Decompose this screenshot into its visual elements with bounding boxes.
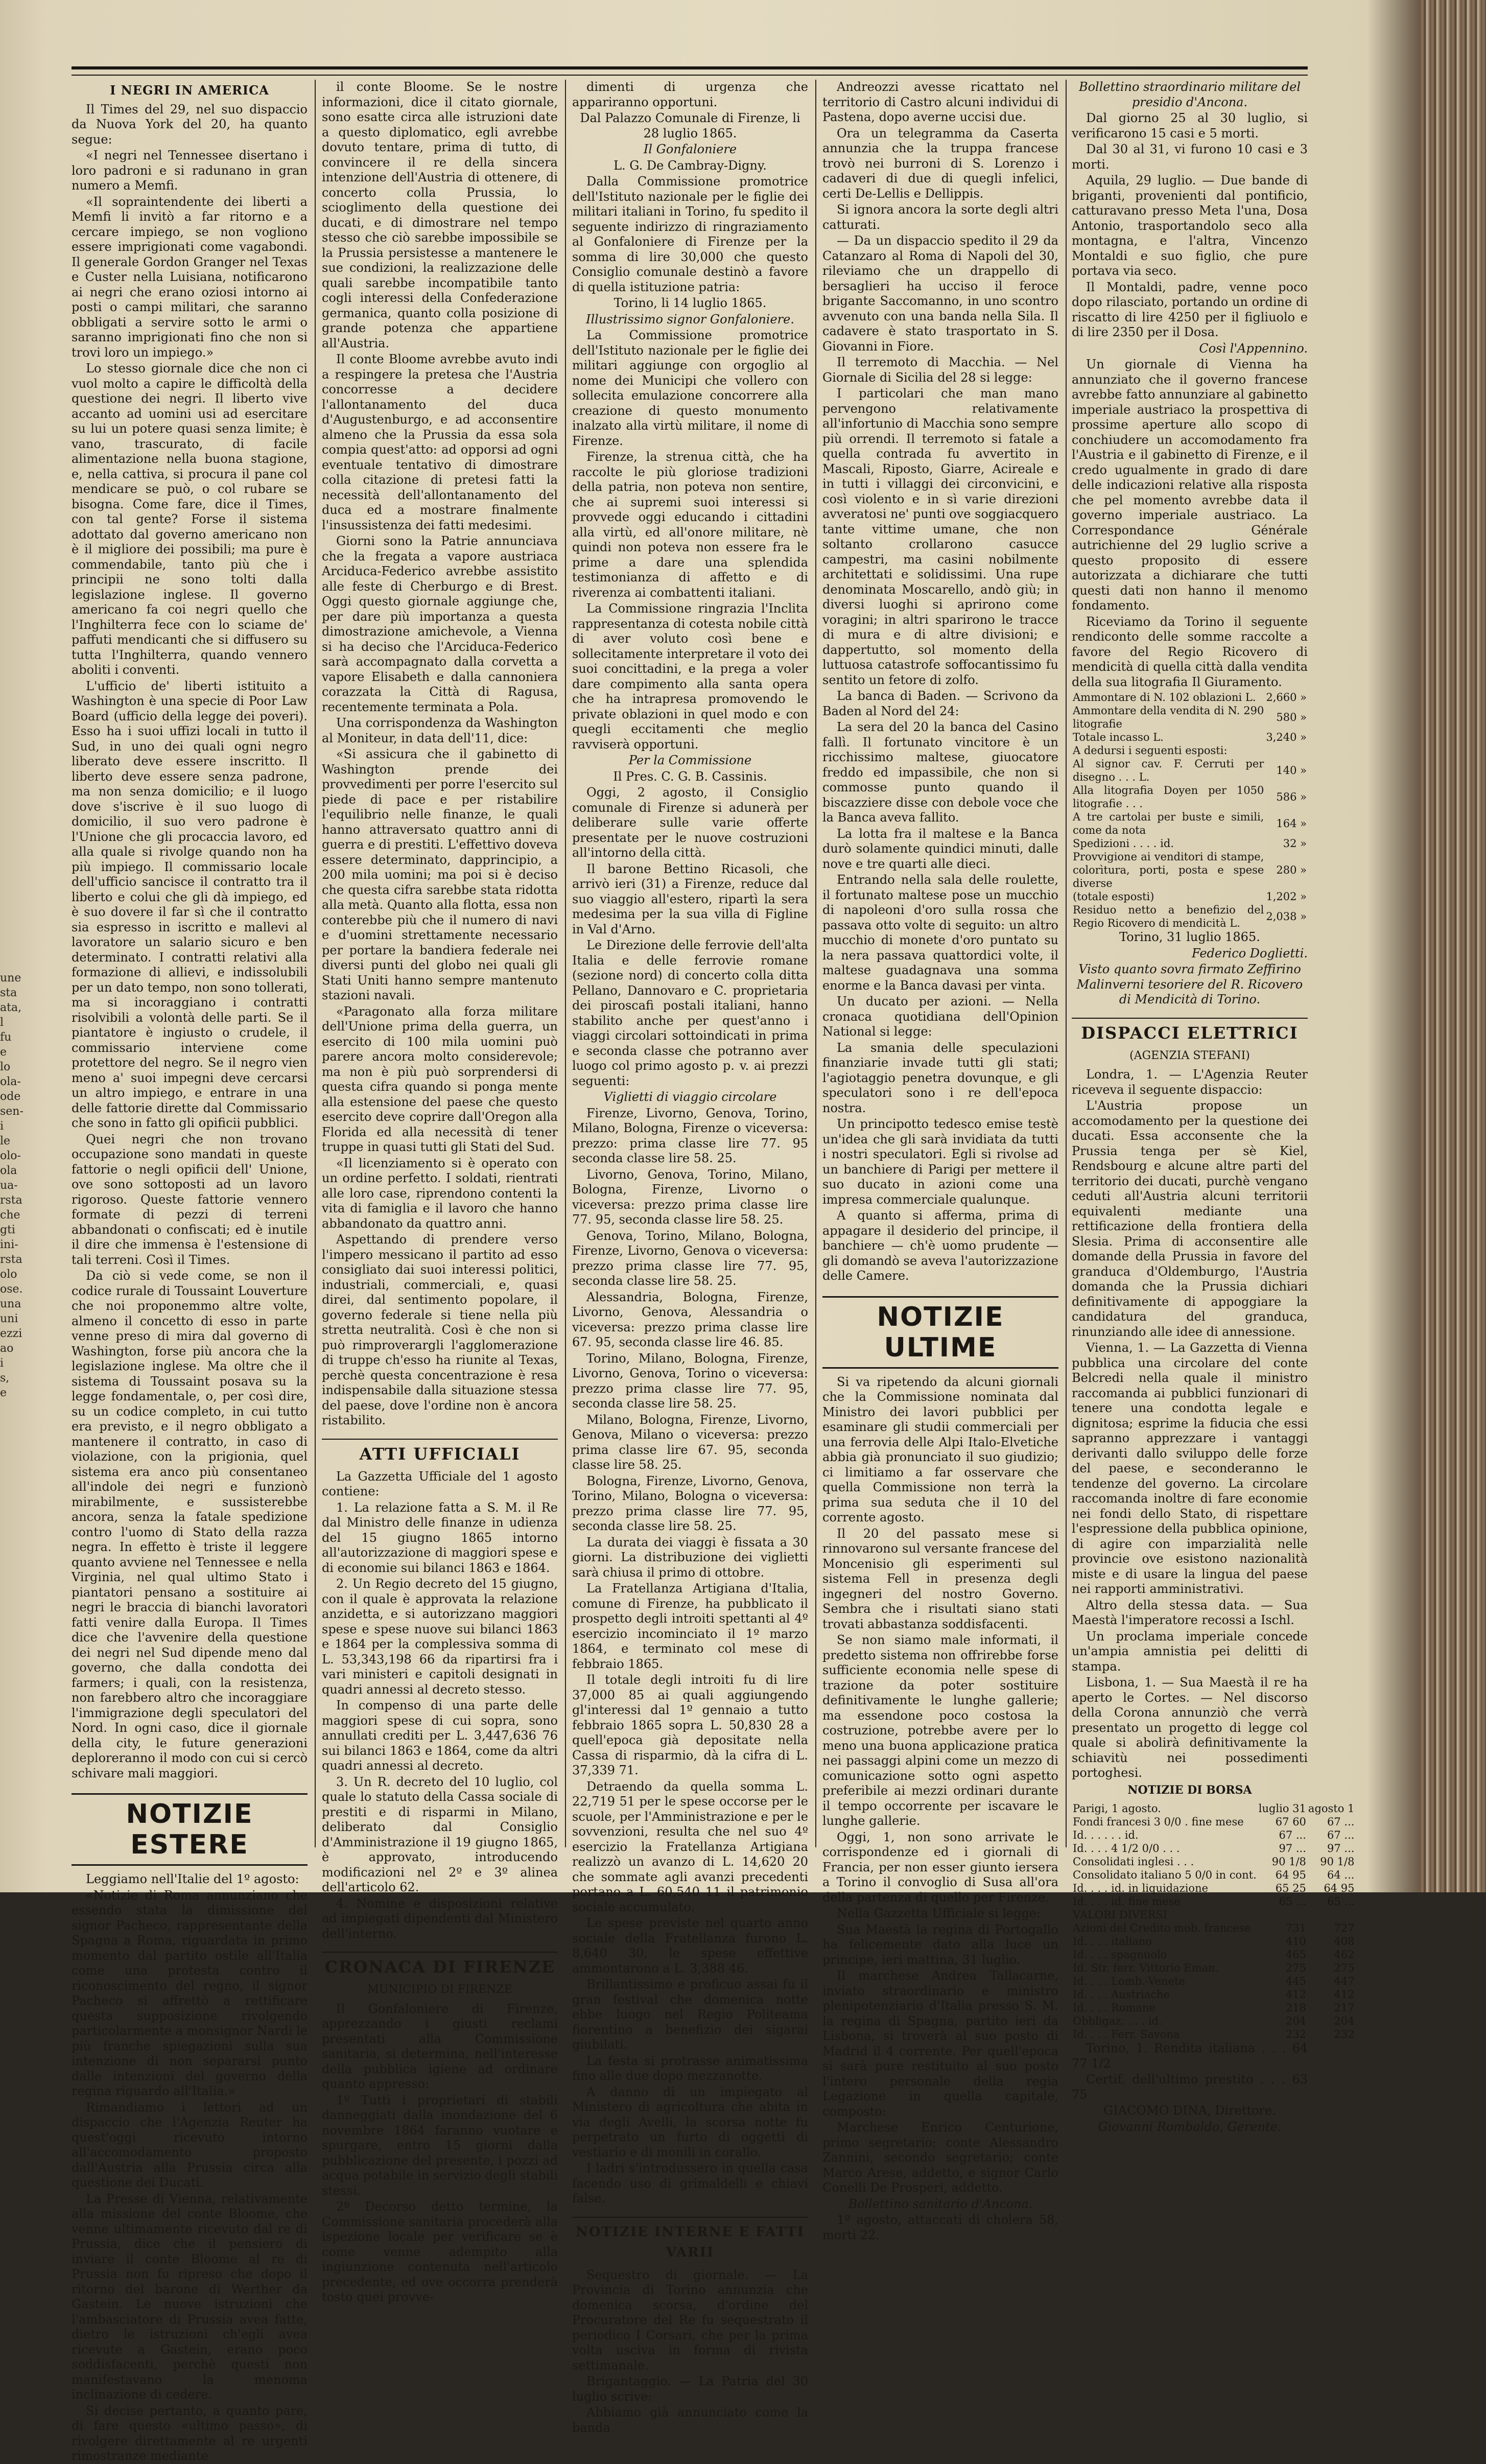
stock-cell: Id. . . . spagnuolo [1073,1949,1167,1961]
subheading-bollettino: Bollettino sanitario d'Ancona. [848,2196,1033,2211]
salutation: Illustrissimo signor Gonfaloniere. [586,312,794,326]
column-5 [1072,80,1355,2134]
paragraph: 4. Nomine e disposizioni relative ad impiegati dipendenti dal Ministero dell'interno. [322,1896,558,1941]
subheading-borsa: NOTIZIE DI BORSA [1127,1783,1252,1797]
edge-fragment: l fu [0,1016,12,1044]
accounts-row [1072,731,1308,744]
paragraph: I ladri s'introdussero in quella casa facendo uso di grimaldelli e chiavi false. [572,2161,808,2205]
stock-cell: 232 [1334,2028,1355,2040]
stock-cell: Consolidati inglesi . . . [1073,1856,1194,1868]
accounts-value: 1,202 » [1266,890,1307,903]
accounts-value: 580 » [1276,711,1307,723]
stock-row [1072,1908,1355,1921]
stock-cell: 67 ... [1327,1816,1355,1828]
edge-fragment: gti [0,1224,15,1236]
stock-table-body [1072,1815,1355,2041]
stock-row [1072,1988,1355,2001]
subheading-municipio: MUNICIPIO DI FIRENZE [367,1983,512,1996]
stock-cell: 275 [1334,1962,1355,1974]
paragraph: Lisbona, 1. — Sua Maestà il re ha aperto le Cortes. — Nel discorso della Corona annunziò che verrà presentato un progetto di legge col quale si abolirà definitivamente la schiavitù nei possedimenti portoghesi. [1072,1675,1308,1780]
stock-cell: Id. . . . Romane [1073,2002,1155,2014]
stock-cell: Id. . . . id. fine mese [1073,1895,1181,1908]
accounts-value: 280 » [1276,864,1307,876]
paragraph: L'Austria propose un accomodamento per la questione dei ducati. Essa acconsente che la Prussia tenga per sè Kiel, Rendsbourg e alcune altre parti del territorio dei ducati, purchè vengano ceduti all'Austria alcuni territorii equivalenti mediante una rettificazione della frontiera della Slesia. Prima di acconsentire alle domande della Prussia in favore del granduca d'Oldemburgo, l'Austria domanda che la Prussia dichiari definitivamente di appoggiare la candidatura del granduca, rinunziando alle idee di annessione. [1072,1098,1308,1339]
accounts-label: Totale incasso L. [1073,731,1164,743]
accounts-label: Spedizioni . . . . id. [1073,837,1174,850]
paragraph: Detraendo da quella somma L. 22,719 51 per le spese occorse per le scuole, per l'Amministrazione e per le sovvenzioni, resulta che nel suo 4º esercizio la Fratellanza Artigiana realizzò un avanzo di L. 14,620 20 che sommate agli avanzi precedenti portano a L. 60,540 11 il patrimonio sociale accumulato. [572,1779,808,1914]
column-1 [72,80,308,2463]
edge-fragment: ola [0,1164,17,1177]
edge-fragment: sta [0,987,17,999]
stock-cell: 65 ... [1279,1895,1306,1908]
manager-credit: Giovanni Rombaldo, Gerente. [1098,2119,1282,2134]
stock-row [1072,1921,1355,1935]
stock-row [1072,1828,1355,1842]
paragraph: Si ignora ancora la sorte degli altri catturati. [822,202,1058,232]
accounts-row [1072,784,1308,810]
paragraph: Da ciò si vede come, se non il codice rurale di Toussaint Louverture che noi proponemmo altre volte, almeno il concetto di esso in parte venne preso di mira dal governo di Washington, forse più ancora che la legislazione inglese. Ma oltre che il sistema di Toussaint posava su la legge fondamentale, o, per così dire, su un codice completo, in cui tutto era previsto, e il negro obbligato a mantenere il contratto, in caso di violazione, con la prigionia, quel sistema era anco più consentaneo all'indole dei negri e funzionò mirabilmente, e sussisterebbe ancora, senza la fatale spedizione contro l'uomo di Stato della razza negra. In effetto è triste il leggere quanto avviene nel Tennessee e nella Virginia, nel qual ultimo Stato i piantatori pensano a sostituire ai negri le braccia di bianchi lavoratori fatti venire dalla Europa. Il Times dice che l'avvenire della questione dei negri nel Sud dipende meno dal governo, che dalla condotta dei farmers; i quali, con la resistenza, non farebbero altro che incoraggiare l'immigrazione degli speculatori del Nord. In ogni caso, dice il giornale della city, le future generazioni deploreranno il modo con cui si cercò schivare mali maggiori. [72,1269,308,1780]
paragraph: La smania delle speculazioni finanziarie invade tutti gli stati; l'agiotaggio penetra dovunque, e gli speculatori sono i re dell'epoca nostra. [822,1040,1058,1115]
paragraph: Si decise pertanto, a quanto pare, di fare questo «ultimo passo», di rivolgere direttamente al re urgenti rimostranze mediante [72,2403,308,2463]
book-binding-edge [1420,0,1486,1892]
subheading-viglietti: Viglietti di viaggio circolare [603,1090,777,1104]
stock-cell: Azioni del Credito mob. francese [1073,1922,1251,1934]
stock-cell: Id. . . . 4 1/2 0/0 . . . [1073,1842,1180,1855]
stock-cell [1307,1908,1356,1921]
stock-cell: Id. . . . id. in liquidazione [1073,1882,1209,1894]
left-edge-fragments [0,971,23,1737]
stock-cell: 97 ... [1327,1842,1355,1855]
stock-row [1072,1868,1355,1882]
stock-cell: 731 [1285,1922,1306,1934]
stock-cell: 204 [1334,2015,1355,2027]
paragraph: Il terremoto di Macchia. — Nel Giornale di Sicilia del 28 si legge: [822,355,1058,385]
stock-cell: Id. . . . Austriache [1073,1988,1170,2001]
paragraph: Lo stesso giornale dice che non ci vuol molto a capire le difficoltà della questione dei negri. Il liberto vive accanto ad uomini usi ad esercitare su lui un potere quasi senza limite; è vano, trascurato, di facile alimentazione nella buona stagione, e, nella cattiva, si procura il pane col mendicare se può, o col rubare se bisogna. Come fare, dice il Times, con tal gente? Forse il sistema adottato dal governo americano non è il migliore dei possibili; ma pure è commendabile, tanto più che i principii ne sono tolti dalla legislazione inglese. Il governo americano fa coi negri quello che l'Inghilterra fece con lo sciame de' paffuti mendicanti che si diffusero su tutta l'Inghilterra, quando vennero aboliti i conventi. [72,361,308,677]
paragraph: Se non siamo male informati, il predetto sistema non offrirebbe forse sufficiente economia nelle spese di trazione da poter sostituire definitivamente le lunghe gallerie; ma essendone poco costosa la costruzione, potrebbe avere per lo meno una buona applicazione pratica nei passaggi alpini come un mezzo di comunicazione sotto ogni aspetto preferibile ai mezzi ordinari durante il tempo occorrente per iscavare le lunghe gallerie. [822,1633,1058,1828]
stock-cell: 65 25 [1275,1882,1306,1894]
paragraph: Oggi, 1, non sono arrivate le corrispondenze ed i giornali di Francia, per non esser giunto iersera a Torino il convoglio di Susa all'ora della partenza di quello per Firenze. [822,1829,1058,1905]
edge-fragment: rsta [0,1253,22,1266]
paragraph: Altro della stessa data. — Sua Maestà l'imperatore recossi a Ischl. [1072,1598,1308,1627]
paragraph: Dalla Commissione promotrice dell'Istituto nazionale per le figlie dei militari italiani in Torino, fu spedito il seguente indirizzo di ringraziamento al Gonfaloniere di Firenze per la somma di lire 30,000 che questo Consiglio comunale destinò a favore di quella istituzione patria: [572,174,808,294]
accounts-label: Ammontare della vendita di N. 290 litografie [1073,705,1264,730]
stock-row [1072,1882,1355,1895]
stock-cell: 218 [1285,2002,1306,2014]
accounts-row [1072,903,1308,930]
stock-cell: 90 1/8 [1271,1856,1306,1868]
stock-row [1072,1895,1355,1908]
column-4 [822,80,1058,2242]
accounts-row [1072,757,1308,784]
accounts-row [1072,704,1308,731]
paragraph: Il Times del 29, nel suo dispaccio da Nuova York del 20, ha quanto segue: [72,102,308,147]
paragraph: Genova, Torino, Milano, Bologna, Firenze, Livorno, Genova o viceversa: prezzo prima classe lire 77. 95, seconda classe lire 58. 25. [572,1228,808,1288]
edge-fragment: une [0,972,21,984]
accounts-row [1072,850,1308,890]
paragraph: L'ufficio de' liberti istituito a Washington è una specie di Poor Law Board (ufficio della legge dei poveri). Esso ha i suoi uffizi locali in tutto il Sud, in uno dei quali ogni negro liberato deve essere inscritto. Il liberto deve essere senza padrone, ma non senza domicilio; e il luogo dove s'iscrive è il suo luogo di domicilio, il suo vero padrone è l'Unione che gli procaccia lavoro, ed alla quale si rivolge quando non ha più impiego. Il commissario locale dell'ufficio sancisce il contratto tra il liberto e colui che gli dà impiego, ed è suo dovere il far sì che il contratto sia espresso in iscritto e mallevi al lavoratore un salario sicuro e ben determinato. I contratti relativi alla formazione di allievi, e indissolubili per un dato tempo, non sono tollerati, ma si incoraggiano i contratti risolvibili a volontà delle parti. Se il piantatore è ingiusto o crudele, il commissario interviene come protettore del negro. Se il negro vien meno a' suoi impegni deve cercarsi un altro impiego, e entrare in una delle fattorie dirette dal Commissario che sono in fatto gli opificii pubblici. [72,678,308,1130]
paragraph: 2º Decorso detto termine, la Commissione sanitaria procederà alla ispezione locale per verificare se è come venne adempito alla ingiunzione contenuta nell'articolo precedente, ed ove occorra prenderà tosto quei provve- [322,2199,558,2304]
paragraph: Ora un telegramma da Caserta annunzia che la truppa francese trovò nei burroni di S. Lorenzo i cadaveri di due di quegli infelici, certi De-Lellis e Dellippis. [822,126,1058,201]
accounts-row [1072,691,1308,704]
paragraph: Alessandria, Bologna, Firenze, Livorno, Genova, Alessandria o viceversa: prezzo prima classe lire 67. 95, seconda classe lire 46. 85. [572,1289,808,1349]
signature-name: Il Pres. C. G. B. Cassinis. [613,769,767,784]
paragraph: Andreozzi avesse ricattato nel territorio di Castro alcuni individui di Pastena, dopo averne uccisi due. [822,80,1058,124]
paragraph: Firenze, Livorno, Genova, Torino, Milano, Bologna, Firenze o viceversa: prezzo: prima classe lire 77. 95 seconda classe lire 58. 25. [572,1106,808,1165]
paragraph: Marchese Enrico Centurione, primo segretario; conte Alessandro Zannini, secondo segretario; conte Marco Arese, addetto, e signor Carlo Conelli De Prosperi, addetto. [822,2120,1058,2195]
accounts-row [1072,890,1308,903]
paragraph: Vienna, 1. — La Gazzetta di Vienna pubblica una circolare del conte Belcredi nella quale il ministro raccomanda ai pubblici funzionari di tenere una condotta legale e dignitosa; esprime la fiducia che essi sapranno apprezzare i vantaggi derivanti dallo sviluppo delle forze del paese, e seconderanno le tendenze del governo. La circolare raccomanda inoltre di fare economie nei fondi dello Stato, di rispettare l'espressione della pubblica opinione, di agire con imparzialità nelle provincie ove esistono nazionalità miste e di usare la lingua del paese nei rapporti amministrativi. [1072,1341,1308,1596]
stock-cell: 465 [1285,1949,1306,1961]
stock-cell: VALORI DIVERSI [1073,1909,1167,1921]
accounts-table-body [1072,691,1308,930]
stock-row [1072,1855,1355,1868]
column-divider [315,80,316,1847]
paragraph: Aquila, 29 luglio. — Due bande di briganti, provenienti dal pontificio, catturavano presso Meta l'una, Dosa Antonio, trasportandolo seco alla montagna, e l'altra, Vincenzo Montaldi e suo figlio, che pure portava via seco. [1072,173,1308,278]
stock-row [1072,1815,1355,1828]
accounts-value: 586 » [1276,791,1307,803]
accounts-label: Al signor cav. F. Cerruti per disegno . . . L. [1073,758,1264,783]
paragraph: il conte Bloome. Se le nostre informazioni, dice il citato giornale, sono esatte circa alle istruzioni date a questo diplomatico, egli avrebbe dovuto tentare, prima di tutto, di convincere il re della sincera intenzione dell'Austria di ottenere, di concerto colla Prussia, lo scioglimento della questione dei ducati, e di dimostrare nel tempo stesso che ciò sarebbe impossibile se la Prussia persistesse a mantenere le sue condizioni, la realizzazione delle quali sarebbe incompatibile tanto cogli interessi della Confederazione germanica, quanto colla posizione di grande potenza che appartiene all'Austria. [322,80,558,350]
stock-cell: Id. . . . Ferr. Savona [1073,2028,1180,2040]
stock-cell: Id. . . . Lomb.-Venete [1073,1975,1185,1987]
stock-row [1072,1961,1355,1975]
stock-row [1072,1948,1355,1961]
accounts-value: 140 » [1276,764,1307,777]
paragraph: «Il licenziamento si è operato con un ordine perfetto. I soldati, rientrati alle loro case, riprendono contenti la vita di famiglia e il lavoro che hanno abbandonato da quattro anni. [322,1156,558,1231]
stock-header-cell: luglio 31 [1258,1802,1306,1815]
edge-fragment: che [0,1209,20,1222]
accounts-value: 2,038 » [1266,910,1307,923]
stock-cell [1258,1908,1307,1921]
paragraph: «Notizie di Roma annunziano che essendo stata la dimissione del signor Pacheco, rappresentante della Spagna a Roma, riguardata in primo momento dal partito ostile all'Italia come una protesta contro il riconoscimento del regno, il signor Pacheco si affrettò a rettificare questa supposizione rivolgendo particolarmente a monsignor Nardi le più franche spiegazioni sulla sua intenzione di non separarsi punto dalle intenzioni del governo della regina riguardo all'Italia.» [72,1888,308,2098]
paragraph: Il conte Bloome avrebbe avuto indi a respingere la pretesa che l'Austria concorresse a decidere l'allontanamento del duca d'Augustenburgo, e ad acconsentire almeno che la Prussia da essa sola compia quest'atto: ad opporsi ad ogni eventuale tentativo di dimostrare colla citazione di pretesi fatti la necessità dell'allontanamento del duca ed a mostrare finalmente l'insussistenza dei fatti medesimi. [322,352,558,532]
paragraph: 3. Un R. decreto del 10 luglio, col quale lo statuto della Cassa sociale di prestiti e di risparmi in Milano, deliberato dal Consiglio d'Amministrazione il 19 giugno 1865, è approvato, introducendo modificazioni nel 2º e 3º alinea dell'articolo 62. [322,1774,558,1894]
paragraph: Londra, 1. — L'Agenzia Reuter riceveva il seguente dispaccio: [1072,1067,1308,1097]
column-divider [565,80,566,1847]
section-heading-notizie-ultime: NOTIZIE ULTIME [822,1296,1058,1369]
edge-fragment: s, e [0,1372,10,1399]
column-divider [1066,80,1067,1847]
section-heading-dispacci: DISPACCI ELETTRICI [1072,1018,1308,1043]
paragraph: Dal giorno 25 al 30 luglio, si verificarono 15 casi e 5 morti. [1072,111,1308,140]
stock-cell: Consolidato italiano 5 0/0 in cont. [1073,1869,1257,1881]
paragraph: Torino, Milano, Bologna, Firenze, Livorno, Genova, Torino o viceversa: prezzo prima classe lire 77. 95, seconda classe lire 58. 25. [572,1351,808,1411]
stock-cell: Obbligaz. . . . id. [1073,2015,1162,2027]
paragraph: Rimandiamo i lettori ad un dispaccio che l'Agenzia Reuter ha quest'oggi ricevuto intorno all'accomodamento proposto dall'Austria alla Prussia circa alla questione dei Ducati. [72,2100,308,2190]
paragraph: Un ducato per azioni. — Nella cronaca quotidiana dell'Opinion National si legge: [822,994,1058,1039]
stock-cell: 408 [1334,1935,1355,1947]
stock-cell: 204 [1285,2015,1306,2027]
stock-cell: Id. Str. ferr. Vittorio Eman. [1073,1962,1219,1974]
signature-title: Per la Commissione [628,753,752,767]
edge-fragment: olo- [0,1149,21,1162]
signature-name: L. G. De Cambray-Digny. [614,158,767,173]
stock-cell: Id. . . . . . id. [1073,1829,1139,1841]
stock-header-cell: Parigi, 1 agosto. [1073,1802,1161,1815]
paragraph: «Il sopraintendente dei liberti a Memfi li invitò a far ritorno e a cercare impiego, se non vogliono essere imprigionati come vagabondi. Il generale Gordon Granger nel Texas e Custer nella Luisiana, notificarono ai negri che erano oziosi intorno ai posti o campi militari, che saranno obbligati a servire sotto le armi o saranno imprigionati fino che non si trovi loro un impiego.» [72,194,308,360]
edge-fragment: olo [0,1268,17,1281]
section-heading-notizie-interne: NOTIZIE INTERNE E FATTI VARII [572,2217,808,2263]
edge-fragment: ua- [0,1179,18,1192]
accounts-label: Alla litografia Doyen per 1050 litografie . . . [1073,784,1264,810]
paragraph: Bologna, Firenze, Livorno, Genova, Torino, Milano, Bologna o viceversa: prezzo prima classe lire 77. 95, seconda classe lire 58. 25. [572,1473,808,1533]
paragraph: La durata dei viaggi è fissata a 30 giorni. La distribuzione dei viglietti sarà chiusa il primo di ottobre. [572,1535,808,1580]
stock-cell: 462 [1334,1949,1355,1961]
stock-cell: 90 1/8 [1320,1856,1355,1868]
paragraph: Firenze, la strenua città, che ha raccolte le più gloriose tradizioni della patria, non poteva non sentire, che ai supremi suoi interessi si provvede oggi educando i cittadini alla virtù, ed all'onore militare, nè quindi non poteva non essere fra le prime a dare una splendida testimonianza di affetto e di riverenza ai combattenti italiani. [572,450,808,600]
edge-fragment: una [0,1298,21,1310]
dateline: Torino, 31 luglio 1865. [1119,930,1260,944]
stock-cell: Id. . . . italiano [1073,1935,1152,1947]
paragraph: Il marchese Andrea Tallacarne, inviato straordinario e ministro plenipotenziario d'Italia presso S. M. la regina di Spagna, partito ieri da Lisbona, si troverà al suo posto di Madrid il 4 corrente. Per quell'epoca si sarà pure restituito al suo posto l'intero personale della regia Legazione in quella capitale, composto: [822,1968,1058,2119]
paragraph: Visto quanto sovra firmato Zeffirino Malinverni tesoriere del R. Ricovero di Mendicità di Torino. [1076,962,1303,1006]
edge-fragment: ode [0,1090,21,1103]
edge-fragment: rsta [0,1194,22,1207]
edge-fragment: ata, [0,1001,22,1014]
paragraph: 1º agosto, attaccati di cholera 58, morti 22. [822,2213,1058,2242]
accounts-value: 2,660 » [1266,691,1307,703]
subheading-agenzia: (AGENZIA STEFANI) [1129,1049,1250,1062]
stock-cell: Fondi francesi 3 0/0 . fine mese [1073,1816,1244,1828]
paragraph: A quanto si afferma, prima di appagare il desiderio del principe, il banchiere — ch'è uomo prudente — gli domandò se aveva l'autorizzazione delle Camere. [822,1208,1058,1283]
editor-credit: GIACOMO DINA, Direttore. [1103,2103,1276,2118]
paragraph: La banca di Baden. — Scrivono da Baden al Nord del 24: [822,689,1058,718]
paragraph: La Fratellanza Artigiana d'Italia, comune di Firenze, ha pubblicato il prospetto degli introiti spettanti al 4º esercizio incominciato il 1º marzo 1864, e terminato col mese di febbraio 1865. [572,1581,808,1671]
column-3 [572,80,808,2435]
paragraph: Brillantissimo e proficuo assai fu il gran festival che domenica notte ebbe luogo nel Regio Politeama fiorentino a benefizio dei sigarai giubilati. [572,1977,808,2052]
paragraph: «I negri nel Tennessee disertano i loro padroni e si radunano in gran numero a Memfi. [72,148,308,193]
accounts-label: Ammontare di N. 102 oblazioni L. [1073,691,1256,703]
edge-fragment: sen- [0,1105,23,1118]
stock-cell: 727 [1334,1922,1355,1934]
accounts-table [1072,691,1308,930]
stock-cell: 67 60 [1275,1816,1306,1828]
accounts-value [1265,744,1308,757]
accounts-row [1072,837,1308,850]
stock-row [1072,1975,1355,1988]
stock-cell: 64 95 [1324,1882,1355,1894]
subheading-bollettino-militare: Bollettino straordinario militare del presidio d'Ancona. [1078,80,1301,109]
accounts-label: (totale esposti) [1073,890,1154,903]
paragraph: Brigantaggio. — La Patria del 30 luglio scrive: [572,2374,808,2404]
stock-row [1072,1935,1355,1948]
paragraph: Torino, 1. Rendita italiana . . . 64 77 1/2 [1072,2041,1308,2071]
accounts-label: A tre cartolai per buste e simili, come da nota [1073,811,1264,836]
paragraph: Leggiamo nell'Italie del 1º agosto: [86,1872,299,1886]
paragraph: 2. Un Regio decreto del 15 giugno, con il quale è approvata la relazione anzidetta, e si autorizzano maggiori spese e spese nuove sui bilanci 1863 e 1864 per la complessiva somma di L. 53,343,198 66 da ripartirsi fra i vari ministeri e capitoli designati in quadri annessi al decreto stesso. [322,1577,558,1697]
stock-cell: 275 [1285,1962,1306,1974]
edge-fragment: e lo [0,1046,11,1073]
edge-fragment-list [0,971,23,1400]
stock-header-cell: agosto 1 [1308,1802,1355,1815]
accounts-row [1072,744,1308,757]
paragraph: La Commissione promotrice dell'Istituto nazionale per le figlie dei militari aggiunge con orgoglio al nome dei Municipi che vollero con sollecita emulazione concorrere alla creazione di questo monumento inalzato alla virtù militare, il nome di Firenze. [572,328,808,448]
stock-cell: 410 [1285,1935,1306,1947]
accounts-label: Residuo netto a benefizio del Regio Ricovero di mendicità L. [1073,904,1264,929]
edge-fragment: i le [0,1120,11,1147]
stock-row [1072,1842,1355,1855]
paragraph: Le spese previste nel quarto anno sociale della Fratellanza furono L. 8,640 30, le spese effettive ammontarono a L. 3,388 46. [572,1916,808,1976]
edge-fragment: ose. [0,1283,23,1296]
paragraph: Aspettando di prendere verso l'impero messicano il partito ad esso consigliato dai suoi interessi politici, industriali, commerciali, e, quasi direi, dal sentimento popolare, il governo federale si tiene nella più stretta neutralità. Così è che non si può rimproverargli l'agglomerazione di truppe ch'esso ha riunite al Texas, perchè questa concentrazione è resa indispensabile dalla situazione stessa del paese, dove l'ordine non è ancora ristabilito. [322,1232,558,1427]
paragraph: «Si assicura che il gabinetto di Washington prende dei provvedimenti per porre l'esercito sul piede di pace e per ristabilire l'equilibrio nelle finanze, le quali hanno attraversato quattro anni di guerra e di prestiti. L'effettivo doveva essere determinato, dapprincipio, a 200 mila uomini; ma poi si è deciso che questa cifra sarebbe stata ridotta alla metà. Quanto alla flotta, essa non conterebbe più che il numero di navi e d'uomini strettamente necessario per portare la bandiera federale nei diversi punti del globo nei quali gli Stati Uniti hanno sempre mantenuto stazioni navali. [322,747,558,1002]
section-heading-cronaca: CRONACA DI FIRENZE [322,1952,558,1977]
paragraph: Nella Gazzetta Ufficiale si legge: [837,1906,1041,1920]
stock-cell: 232 [1285,2028,1306,2040]
accounts-label: Provvigione ai venditori di stampe, colorìtura, porti, posta e spese diverse [1073,851,1264,889]
stock-cell: 412 [1285,1988,1306,2001]
edge-fragment: uni [0,1312,18,1325]
paragraph: Le Direzione delle ferrovie dell'alta Italia e delle ferrovie romane (sezione nord) di concerto colla ditta Pellano, Dannovaro e C. proprietaria dei piroscafi postali italiani, hanno stabilito anche per quest'anno i viaggi circolari sottoindicati in prima e seconda classe che potranno aver luogo col primo agosto p. v. ai prezzi seguenti: [572,938,808,1088]
edge-fragment: ini- [0,1238,18,1251]
stock-cell: 217 [1334,2002,1355,2014]
paragraph: Si va ripetendo da alcuni giornali che la Commissione nominata dal Ministro dei lavori pubblici per esaminare gli studii commerciali per una ferrovia delle Alpi Italo-Elvetiche abbia già pronunciato il suo giudizio; ci limitiamo a far osservare che quella Commissione non terrà la prima sua seduta che il 10 del corrente agosto. [822,1374,1058,1524]
paragraph: Entrando nella sala delle roulette, il fortunato maltese pose un mucchio di napoleoni d'oro sulla rossa che passava otto volte di seguito: un altro mucchio di monete d'oro puntato su la nera passava quattordici volte, il maltese guadagnava una somma enorme e la Banca davasi per vinta. [822,873,1058,993]
source-credit: Così l'Appennino. [1199,341,1308,356]
paragraph: 1. La relazione fatta a S. M. il Re dal Ministro delle finanze in udienza del 15 giugno 1865 intorno all'autorizzazione di maggiori spese e di economie sui bilanci 1863 e 1864. [322,1500,558,1575]
paragraph: Il 20 del passato mese si rinnovarono sul versante francese del Moncenisio gli esperimenti sul sistema Fell in presenza degli ingegneri del nostro Governo. Sembra che i risultati siano stati trovati abbastanza soddisfacenti. [822,1526,1058,1631]
accounts-value: 3,240 » [1266,731,1307,743]
paragraph: Livorno, Genova, Torino, Milano, Bologna, Firenze, Livorno o viceversa: prezzo prima classe lire 77. 95, seconda classe lire 58. 25. [572,1167,808,1227]
dateline: Torino, li 14 luglio 1865. [614,296,767,310]
paragraph: «Paragonato alla forza militare dell'Unione prima della guerra, un esercito di 100 mila uomini può parere ancora molto considerevole; ma non è più può sorprendersi di questa cifra quando si ponga mente alla estensione del paese che questo esercito deve coprire dall'Oregon alla Florida ed alla necessità di tener truppe in quasi tutti gli Stati del Sud. [322,1004,558,1154]
edge-fragment: ezzi [0,1327,22,1340]
paragraph: Certif. dell'ultimo prestito . . . 63 75 [1072,2072,1308,2102]
paragraph: Riceviamo da Torino il seguente rendiconto delle somme raccolte a favore del Regio Ricovero di mendicità di quella città dalla vendita della sua litografia Il Giuramento. [1072,614,1308,689]
stock-cell: 67 ... [1327,1829,1355,1841]
paragraph: Un principotto tedesco emise testè un'idea che gli sarà invidiata da tutti i nostri speculatori. Egli si rivolse ad un banchiere di Parigi per mettere il suo ducato in azioni come una impresa commerciale qualunque. [822,1117,1058,1207]
stock-row [1072,2001,1355,2014]
paragraph: Giorni sono la Patrie annunciava che la fregata a vapore austriaca Arciduca-Federico avrebbe assistito alle feste di Cherburgo e di Brest. Oggi questo giornale aggiunge che, per dare più importanza a questa dimostrazione amichevole, a Vienna si ha deciso che l'Arciduca-Federico sarà accompagnato dalla corvetta a vapore Elisabeth e dalla cannoniera corazzata la Città di Ragusa, recentemente terminata a Pola. [322,534,558,714]
paragraph: Sua Maestà la regina di Portogallo ha felicemente dato alla luce un principe, ieri mattina, 31 luglio. [822,1922,1058,1967]
newspaper-page [72,66,1355,2463]
article-headline: I NEGRI IN AMERICA [110,83,269,98]
paragraph: A danno di un impiegato al Ministero di agricoltura che abita in via degli Avelli, la scorsa notte fu perpetrato un furto di oggetti di vestiario e di monili in corallo. [572,2084,808,2160]
column-divider [815,80,816,1847]
edge-fragment: ola- [0,1075,21,1088]
stock-table [1072,1802,1355,2041]
paragraph: La sera del 20 la banca del Casino fallì. Il fortunato vincitore è un ricchissimo maltese, giuocatore freddo ed impassibile, che non si commosse punto quando il biscazziere disse con debole voce che la Banca aveva fallito. [822,720,1058,825]
paragraph: Una corrispondenza da Washington al Moniteur, in data dell'11, dice: [322,716,558,745]
column-2 [322,80,558,2304]
stock-cell: 412 [1334,1988,1355,2001]
paragraph: Il Montaldi, padre, venne poco dopo rilasciato, portando un ordine di riscatto di lire 4250 per il figliuolo e di lire 2350 per il Dosa. [1072,279,1308,339]
paragraph: Un proclama imperiale concede un'ampia amnistia pei delitti di stampa. [1072,1629,1308,1674]
stock-table-header [1072,1802,1355,1815]
paragraph: La festa si protrasse animatissima fino alle due dopo mezzanotte. [572,2053,808,2083]
paragraph: Un giornale di Vienna ha annunziato che il governo francese avrebbe fatto annunziare al gabinetto imperiale austriaco la prospettiva di prossime aperture allo scopo di conchiudere un accomodamento fra l'Austria e il gabinetto di Firenze, e il credo ugualmente in grado di dare delle indicazioni relative alla risposta che pel momento avrebbe data il governo imperiale austriaco. La Correspondance Générale autrichienne del 29 luglio scrive a questo proposito di essere autorizzata a dichiarare che tutti questi dati non hanno il menomo fondamento. [1072,357,1308,613]
paragraph: 1º Tutti i proprietari di stabili danneggiati dalla inondazione del 6 novembre 1864 faranno vuotare e spurgare, entro 15 giorni dalla pubblicazione del presente, i pozzi ad acqua potabile in servizio degli stabili stessi. [322,2093,558,2198]
paragraph: Quei negri che non trovano occupazione sono mandati in queste fattorie o negli opificii dell' Unione, ove sono sottoposti ad un lavoro rigoroso. Queste fattorie vennero formate di pezzi di terreni abbandonati o confiscati; ed è inutile il dire che immensa è l'estensione di tali terreni. Così il Times. [72,1132,308,1267]
paragraph: Il Gonfaloniere di Firenze, apprezzando i giusti reclami presentati alla Commissione sanitaria, si determina, nell'interesse della pubblica igiene ad ordinare quanto appresso: [322,2001,558,2091]
stock-row [1072,2014,1355,2028]
paragraph: Oggi, 2 agosto, il Consiglio comunale di Firenze si adunerà per deliberare sulle varie offerte presentate per le nuove costruzioni all'intorno della città. [572,785,808,860]
top-rule [72,66,1308,76]
stock-cell: 65 ... [1327,1895,1355,1908]
stock-cell: 445 [1285,1975,1306,1987]
signature-title: Il Gonfaloniere [643,142,737,156]
accounts-row [1072,810,1308,837]
paragraph: Il barone Bettino Ricasoli, che arrivò ieri (31) a Firenze, reduce dal suo viaggio all'estero, ripartì la sera medesima per la sua villa di Figline in Val d'Arno. [572,861,808,936]
paragraph: Sequestro di giornale. — La Provincia di Torino annunzia che domenica scorsa, d'ordine del Procuratore del Re fu sequestrato il periodico I Corsari, che per la prima volta usciva in forma di rivista settimanale. [572,2267,808,2373]
stock-cell: 67 ... [1279,1829,1306,1841]
paragraph: Dal 30 al 31, vi furono 10 casi e 3 morti. [1072,142,1308,172]
paragraph: Milano, Bologna, Firenze, Livorno, Genova, Milano o viceversa: prezzo prima classe lire 67. 95, seconda classe lire 58. 25. [572,1412,808,1472]
dateline: Dal Palazzo Comunale di Firenze, li 28 luglio 1865. [580,111,800,140]
stock-row [1072,2028,1355,2041]
accounts-value: 164 » [1276,817,1307,830]
paragraph: La Commissione ringrazia l'Inclita rappresentanza di cotesta nobile città di aver voluto così bene e sollecitamente interpretare il voto dei suoi concittadini, e la prega a voler dare compimento alla santa opera che ha intrapresa promovendo le private oblazioni in quel modo e con quegli eccitamenti che meglio ravviserà opportuni. [572,601,808,752]
stock-cell: 447 [1334,1975,1355,1987]
stock-cell: 64 95 [1275,1869,1306,1881]
paragraph: La Gazzetta Ufficiale del 1 agosto contiene: [322,1469,558,1498]
edge-fragment: ao i [0,1342,14,1370]
paragraph: — Da un dispaccio spedito il 29 da Catanzaro al Roma di Napoli del 30, rileviamo che un drappello di bersaglieri ha ucciso il feroce brigante Saccomanno, in uno scontro avvenuto con una banda nella Sila. Il cadavere è stato trasportato in S. Giovanni in Fiore. [822,233,1058,354]
accounts-value: 32 » [1283,837,1307,850]
stock-cell: 64 ... [1327,1869,1355,1881]
paragraph: La lotta fra il maltese e la Banca durò solamente quindici minuti, dalle nove e tre quarti alle dieci. [822,826,1058,871]
paragraph: dimenti di urgenza che appariranno opportuni. [572,80,808,109]
paragraph: Abbiamo già annunciato come la banda [572,2405,808,2435]
stock-cell: 97 ... [1279,1842,1306,1855]
signature-name: Federico Doglietti. [1192,946,1308,960]
paragraph: I particolari che man mano pervengono relativamente all'infortunio di Macchia sono sempre più orrendi. Il terremoto si fatale a quella contrada fu avvertito in Mascali, Riposto, Giarre, Acireale e in tutti i villaggi dei circonvicini, e così violento e in sì varie direzioni avveratosi ne' punti ove soggiacquero tante vittime umane, che non soltanto crollarono casucce campestri, ma casini nobilmente architettati e solidissimi. Una rupe denominata Moscarello, andò giù; in diversi luoghi si aprirono come voragini; in altri sparirono le tracce di mura e di altre divisioni; e dappertutto, sol momento della luttuosa catastrofe soffocantissimo fu sentito un fetore di zolfo. [822,386,1058,687]
paragraph: Il totale degli introiti fu di lire 37,000 85 ai quali aggiungendo gl'interessi dal 1º gennaio a tutto febbraio 1865 sopra L. 50,830 28 a quell'epoca già depositate nella Cassa di risparmio, dà la cifra di L. 37,339 71. [572,1673,808,1777]
paragraph: In compenso di una parte delle maggiori spese di cui sopra, sono annullati crediti per L. 3,447,636 76 sui bilanci 1863 e 1864, come da altri quadri annessi al decreto. [322,1698,558,1773]
accounts-label: A dedursi i seguenti esposti: [1073,744,1228,757]
section-heading-notizie-estere: NOTIZIE ESTERE [72,1793,308,1866]
paragraph: La Presse di Vienna, relativamente alla missione del conte Bloome, che venne ultimamente ricevuto dal re di Prussia, dice che il pensiero di inviare il conte Bloome al re di Prussia non fu ripreso che dopo il ritorno del barone di Werther da Gastein. Le nuove istruzioni che l'ambasciatore di Prussia avea fatte, dietro le istruzioni ch'egli avea ricevute a Gastein, erano poco soddisfacenti, perchè questi non manifestavano la menoma inclinazione di cedere. [72,2191,308,2402]
section-heading-atti-ufficiali: ATTI UFFICIALI [322,1439,558,1464]
